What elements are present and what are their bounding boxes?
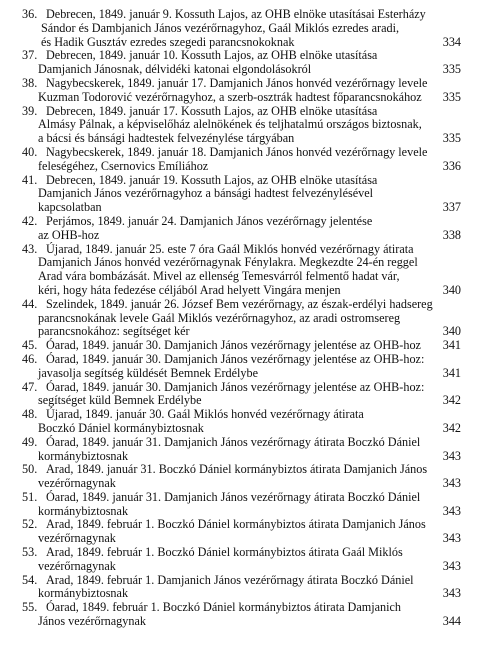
toc-entry-continuation-line <box>0 229 483 243</box>
toc-entry-first-line <box>0 8 483 22</box>
entry-text: Óarad, 1849. január 30. Damjanich János vezérőrnagy jelentése az OHB-hoz <box>46 338 421 353</box>
toc-entry <box>0 298 483 339</box>
toc-entry-first-line <box>0 436 483 450</box>
toc-entry <box>0 463 483 491</box>
toc-entry-first-line <box>0 546 483 560</box>
toc-entry-first-line <box>0 49 483 63</box>
entry-number: 37. <box>22 48 38 63</box>
toc-entry-continuation-line <box>0 532 483 546</box>
toc-entry-first-line <box>0 105 483 119</box>
toc-entry <box>0 518 483 546</box>
entry-text: a bácsi és bánsági hadtestek felvezénylése tárgyában <box>38 131 295 146</box>
entry-text: kormánybiztosnak <box>38 448 129 463</box>
toc-entry-continuation-line <box>0 284 483 298</box>
entry-number: 36. <box>22 7 38 21</box>
toc-entry-continuation-line <box>0 201 483 215</box>
entry-text: feleségéhez, Csernovics Emíliához <box>38 158 209 173</box>
entry-page-number: 335 <box>442 62 461 77</box>
entry-page-number: 343 <box>442 531 461 546</box>
entry-text: vezérőrnagynak <box>38 476 116 491</box>
entry-text: Arad, 1849. február 1. Boczkó Dániel kormánybiztos átirata Damjanich János <box>46 517 426 532</box>
entry-number: 53. <box>22 545 38 560</box>
table-of-contents <box>0 8 483 629</box>
entry-text: segítséget küld Bemnek Erdélybe <box>38 393 202 408</box>
entry-text: Nagybecskerek, 1849. január 18. Damjanich János honvéd vezérőrnagy levele <box>46 144 428 159</box>
toc-entry-continuation-line <box>0 256 483 270</box>
toc-entry <box>0 381 483 409</box>
toc-entry <box>0 146 483 174</box>
entry-number: 49. <box>22 434 38 449</box>
entry-text: Perjámos, 1849. január 24. Damjanich János vezérőrnagy jelentése <box>46 213 373 228</box>
entry-number: 40. <box>22 144 38 159</box>
toc-entry-continuation-line <box>0 394 483 408</box>
entry-text: parancsnokának levele Gaál Miklós vezérőrnagyhoz, az aradi ostromsereg <box>38 310 401 325</box>
toc-entry-continuation-line <box>0 132 483 146</box>
entry-number: 46. <box>22 351 38 366</box>
entry-text: Damjanich János honvéd vezérőrnagynak Fénylakra. Megkezdte 24-én reggel <box>38 255 418 270</box>
toc-entry-continuation-line <box>0 587 483 601</box>
entry-text: javasolja segítség küldését Bemnek Erdélybe <box>38 365 258 380</box>
toc-entry-first-line <box>0 408 483 422</box>
toc-entry-first-line <box>0 146 483 160</box>
toc-entry-continuation-line <box>0 615 483 629</box>
toc-entry-first-line <box>0 243 483 257</box>
entry-text: Nagybecskerek, 1849. január 17. Damjanich János honvéd vezérőrnagy levele <box>46 75 428 90</box>
toc-entry-continuation-line <box>0 63 483 77</box>
toc-entry <box>0 436 483 464</box>
entry-text: Arad, 1849. február 1. Damjanich János vezérőrnagy átirata Boczkó Dániel <box>46 572 414 587</box>
entry-text: Debrecen, 1849. január 17. Kossuth Lajos, az OHB elnöke utasítása <box>46 103 378 118</box>
entry-text: kapcsolatban <box>38 200 102 215</box>
entry-text: Debrecen, 1849. január 19. Kossuth Lajos, az OHB elnöke utasítása <box>46 172 378 187</box>
entry-text: Óarad, 1849. február 1. Boczkó Dániel kormánybiztos átirata Damjanich <box>46 600 402 615</box>
entry-text: Arad, 1849. január 31. Boczkó Dániel kormánybiztos átirata Damjanich János <box>46 462 428 477</box>
entry-page-number: 343 <box>442 586 461 601</box>
entry-text: Óarad, 1849. január 30. Damjanich János vezérőrnagy jelentése az OHB-hoz: <box>46 379 425 394</box>
toc-entry-continuation-line <box>0 450 483 464</box>
entry-text: Óarad, 1849. január 30. Damjanich János vezérőrnagy jelentése az OHB-hoz: <box>46 351 425 366</box>
entry-page-number: 334 <box>442 34 461 49</box>
toc-entry <box>0 49 483 77</box>
entry-page-number: 342 <box>442 393 461 408</box>
entry-page-number: 335 <box>442 89 461 104</box>
entry-page-number: 341 <box>442 338 461 353</box>
toc-entry-first-line <box>0 174 483 188</box>
toc-entry-first-line <box>0 298 483 312</box>
entry-page-number: 344 <box>442 614 461 629</box>
entry-number: 43. <box>22 241 38 256</box>
toc-entry-first-line <box>0 491 483 505</box>
toc-entry-continuation-line <box>0 367 483 381</box>
toc-entry-first-line <box>0 353 483 367</box>
entry-text: kéri, hogy háta fedezése céljából Arad helyett Vingára menjen <box>38 282 341 297</box>
entry-text: Damjanich János vezérőrnagyhoz a bánsági hadtest felvezénylésével <box>38 186 374 201</box>
toc-entry <box>0 243 483 298</box>
entry-text: Sándor és Dambjanich János vezérőrnagyhoz, Gaál Miklós ezredes aradi, <box>41 20 400 35</box>
entry-number: 51. <box>22 489 38 504</box>
toc-entry-continuation-line <box>0 560 483 574</box>
entry-page-number: 338 <box>442 227 461 242</box>
entry-page-number: 341 <box>442 365 461 380</box>
toc-entry-first-line <box>0 518 483 532</box>
entry-page-number: 343 <box>442 448 461 463</box>
toc-entry <box>0 491 483 519</box>
toc-entry-first-line <box>0 463 483 477</box>
toc-entry-continuation-line <box>0 312 483 326</box>
toc-entry-continuation-line <box>0 22 483 36</box>
entry-text: Arad vára bombázását. Mivel az ellenség Temesvárról felmentő hadat vár, <box>38 269 400 284</box>
entry-number: 52. <box>22 517 38 532</box>
toc-entry-continuation-line <box>0 36 483 50</box>
entry-text: kormánybiztosnak <box>38 503 129 518</box>
entry-page-number: 343 <box>442 558 461 573</box>
toc-entry-continuation-line <box>0 118 483 132</box>
entry-page-number: 340 <box>442 282 461 297</box>
entry-number: 38. <box>22 75 38 90</box>
entry-page-number: 342 <box>442 420 461 435</box>
entry-text: az OHB-hoz <box>38 227 100 242</box>
entry-page-number: 337 <box>442 200 461 215</box>
entry-page-number: 335 <box>442 131 461 146</box>
toc-entry-continuation-line <box>0 270 483 284</box>
entry-page-number: 343 <box>442 476 461 491</box>
entry-number: 45. <box>22 338 38 353</box>
toc-entry <box>0 77 483 105</box>
entry-text: kormánybiztosnak <box>38 586 129 601</box>
toc-entry <box>0 8 483 49</box>
entry-text: Arad, 1849. február 1. Boczkó Dániel kormánybiztos átirata Gaál Miklós <box>46 545 403 560</box>
toc-entry <box>0 353 483 381</box>
entry-number: 41. <box>22 172 38 187</box>
entry-number: 39. <box>22 103 38 118</box>
toc-entry <box>0 339 483 353</box>
entry-number: 42. <box>22 213 38 228</box>
entry-text: Újarad, 1849. január 25. este 7 óra Gaál Miklós honvéd vezérőrnagy átirata <box>46 241 414 256</box>
entry-page-number: 336 <box>442 158 461 173</box>
entry-number: 47. <box>22 379 38 394</box>
entry-page-number: 343 <box>442 503 461 518</box>
entry-text: vezérőrnagynak <box>38 531 116 546</box>
entry-text: Újarad, 1849. január 30. Gaál Miklós honvéd vezérőrnagy átirata <box>46 407 364 422</box>
entry-text: Boczkó Dániel kormánybiztosnak <box>38 420 204 435</box>
entry-text: parancsnokához: segítséget kér <box>38 324 190 339</box>
toc-entry <box>0 174 483 215</box>
entry-text: Debrecen, 1849. január 10. Kossuth Lajos, az OHB elnöke utasítása <box>46 48 378 63</box>
toc-entry-first-line <box>0 215 483 229</box>
toc-entry-continuation-line <box>0 187 483 201</box>
toc-entry <box>0 408 483 436</box>
toc-entry-continuation-line <box>0 325 483 339</box>
entry-text: és Hadik Gusztáv ezredes szegedi parancsnokoknak <box>41 34 295 49</box>
toc-entry <box>0 105 483 146</box>
toc-entry-first-line <box>0 601 483 615</box>
entry-number: 44. <box>22 296 38 311</box>
toc-entry-first-line <box>0 574 483 588</box>
toc-entry-first-line <box>0 339 483 353</box>
entry-text: Almásy Pálnak, a képviselőház alelnökének és teljhatalmú országos biztosnak, <box>38 117 422 132</box>
entry-number: 50. <box>22 462 38 477</box>
toc-entry-continuation-line <box>0 160 483 174</box>
toc-entry-continuation-line <box>0 505 483 519</box>
toc-entry-continuation-line <box>0 91 483 105</box>
entry-text: Óarad, 1849. január 31. Damjanich János vezérőrnagy átirata Boczkó Dániel <box>46 489 421 504</box>
entry-number: 48. <box>22 407 38 422</box>
entry-text: Óarad, 1849. január 31. Damjanich János vezérőrnagy átirata Boczkó Dániel <box>46 434 421 449</box>
toc-entry-continuation-line <box>0 422 483 436</box>
toc-entry <box>0 574 483 602</box>
entry-number: 54. <box>22 572 38 587</box>
entry-text: János vezérőrnagynak <box>38 614 146 629</box>
toc-entry <box>0 215 483 243</box>
entry-page-number: 340 <box>442 324 461 339</box>
toc-entry-first-line <box>0 381 483 395</box>
toc-entry <box>0 601 483 629</box>
entry-text: vezérőrnagynak <box>38 558 116 573</box>
toc-entry <box>0 546 483 574</box>
entry-number: 55. <box>22 600 38 615</box>
entry-text: Damjanich Jánosnak, délvidéki katonai elgondolásokról <box>38 62 312 77</box>
entry-text: Kuzman Todorović vezérőrnagyhoz, a szerb-osztrák hadtest főparancsnokához <box>38 89 422 104</box>
toc-entry-first-line <box>0 77 483 91</box>
entry-text: Debrecen, 1849. január 9. Kossuth Lajos, az OHB elnöke utasításai Esterházy <box>46 7 426 21</box>
toc-entry-continuation-line <box>0 477 483 491</box>
entry-text: Szelindek, 1849. január 26. József Bem vezérőrnagy, az észak-erdélyi hadsereg <box>46 296 433 311</box>
